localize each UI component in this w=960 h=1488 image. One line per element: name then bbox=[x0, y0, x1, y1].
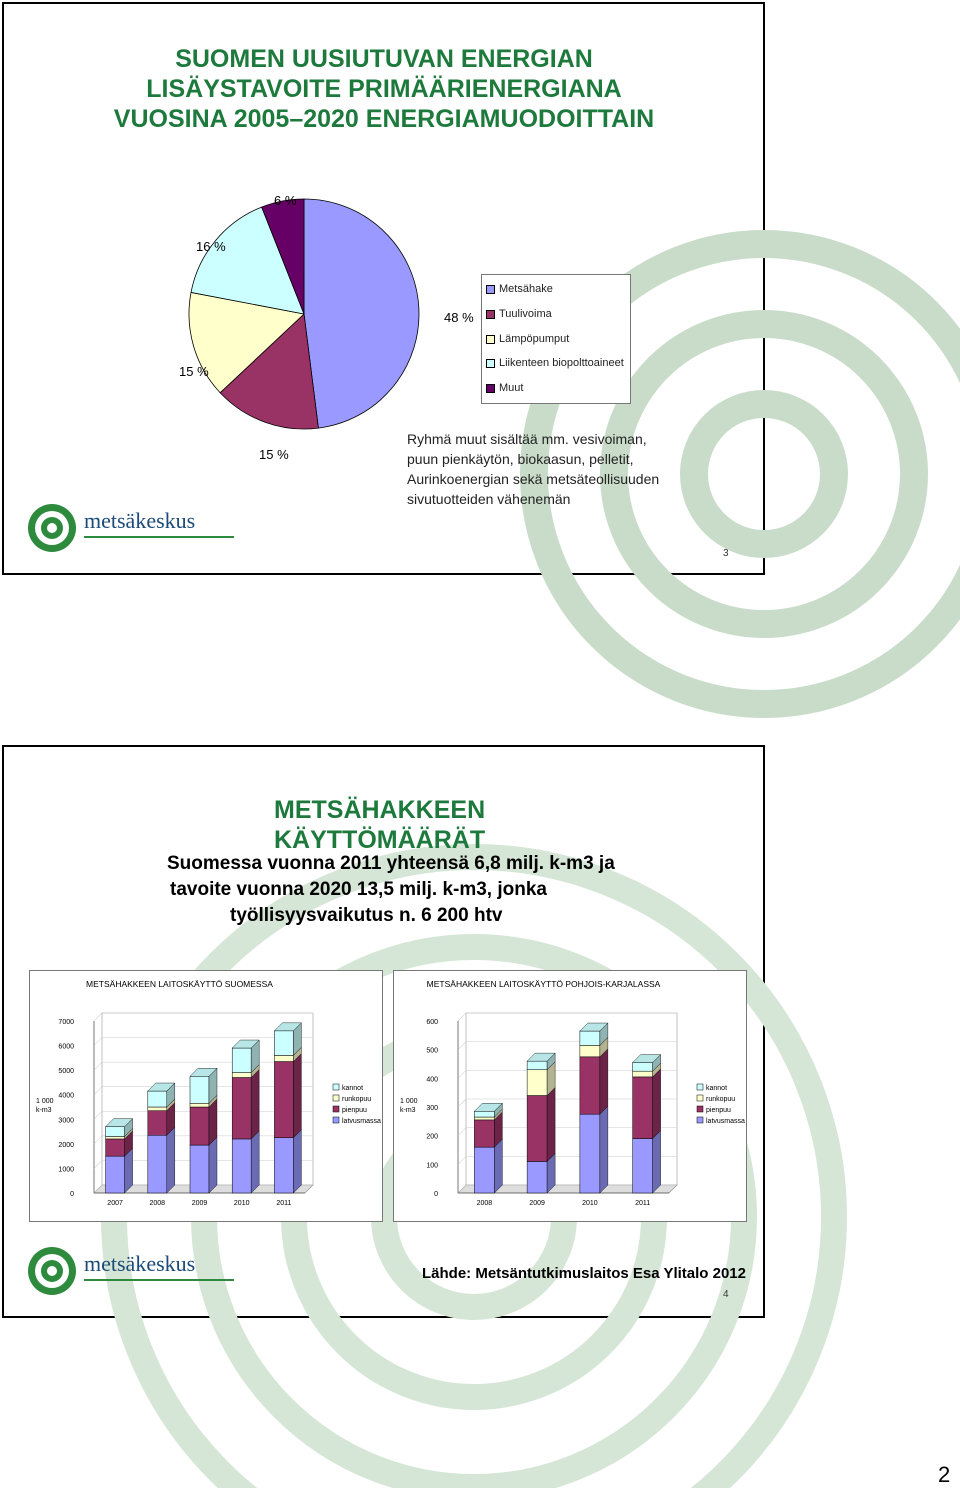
legend-label: Metsähake bbox=[499, 283, 553, 295]
bar-segment bbox=[274, 1055, 293, 1061]
subtitle-line: tavoite vuonna 2020 13,5 milj. k-m3, jonka bbox=[170, 879, 547, 900]
bar-segment bbox=[232, 1139, 251, 1193]
legend-item bbox=[486, 357, 624, 369]
bar-segment bbox=[580, 1031, 600, 1045]
chart-title: METSÄHAKKEEN LAITOSKÄYTTÖ POHJOIS-KARJALASSA bbox=[426, 979, 661, 989]
legend-swatch bbox=[697, 1084, 703, 1090]
y-axis-label: 1 000 k-m3 bbox=[400, 1098, 418, 1114]
bar-segment bbox=[106, 1139, 125, 1156]
legend-label: Muut bbox=[499, 382, 524, 394]
y-tick-label: 6000 bbox=[58, 1043, 74, 1051]
y-tick-label: 300 bbox=[426, 1105, 438, 1112]
bar-segment bbox=[474, 1147, 494, 1193]
legend-label: Lämpöpumput bbox=[499, 333, 570, 345]
y-tick-label: 5000 bbox=[58, 1068, 74, 1076]
note-line: Ryhmä muut sisältää mm. vesivoiman, bbox=[407, 431, 647, 447]
title-line: KÄYTTÖMÄÄRÄT bbox=[274, 826, 486, 854]
metsakeskus-logo bbox=[26, 1245, 246, 1297]
gridline bbox=[458, 1070, 466, 1078]
subtitle-line: Suomessa vuonna 2011 yhteensä 6,8 milj. k-m3 ja bbox=[167, 853, 615, 874]
page-number: 3 bbox=[723, 548, 729, 559]
gridline bbox=[458, 1128, 466, 1136]
note-line: sivutuotteiden vähenemän bbox=[407, 491, 571, 507]
x-tick-label: 2010 bbox=[233, 1200, 250, 1207]
bar-segment bbox=[633, 1063, 653, 1072]
slide-title bbox=[74, 44, 694, 134]
bar-segment bbox=[232, 1073, 251, 1078]
y-tick-label: 400 bbox=[426, 1076, 438, 1084]
bar-segment bbox=[580, 1057, 600, 1114]
gridline bbox=[94, 1013, 102, 1021]
x-tick-label: 2011 bbox=[635, 1200, 651, 1207]
bar-segment-side bbox=[293, 1054, 301, 1138]
logo-mark-icon bbox=[26, 502, 78, 554]
bar-segment bbox=[106, 1127, 125, 1137]
legend-swatch bbox=[333, 1106, 339, 1112]
legend-swatch bbox=[333, 1084, 339, 1090]
document-page-number: 2 bbox=[938, 1462, 951, 1487]
bar-segment bbox=[274, 1031, 293, 1056]
legend-item bbox=[486, 333, 569, 345]
bar-chart-pohjois-karjala bbox=[394, 971, 746, 1221]
legend-label: runkopuu bbox=[706, 1096, 736, 1103]
pie-value-label: 16 % bbox=[196, 239, 226, 254]
legend-swatch bbox=[697, 1117, 703, 1123]
bar-segment-side bbox=[600, 1049, 608, 1114]
slide-title bbox=[274, 795, 485, 855]
page-number: 4 bbox=[723, 1289, 729, 1300]
bar-segment-side bbox=[653, 1131, 661, 1193]
x-tick-label: 2011 bbox=[276, 1200, 292, 1207]
slide-3 bbox=[2, 2, 765, 575]
legend-item bbox=[486, 308, 552, 320]
legend-label: pienpuu bbox=[706, 1107, 731, 1114]
bar-segment bbox=[106, 1156, 125, 1193]
bar-segment bbox=[148, 1107, 167, 1111]
gridline bbox=[94, 1136, 102, 1144]
bar-chart-suomi bbox=[30, 971, 382, 1221]
pie-value-label: 15 % bbox=[179, 364, 209, 379]
bar-segment-side bbox=[209, 1137, 217, 1193]
y-tick-label: 3000 bbox=[58, 1117, 74, 1125]
bar-segment-side bbox=[167, 1127, 175, 1193]
x-tick-label: 2010 bbox=[582, 1200, 598, 1207]
chart-title: METSÄHAKKEEN LAITOSKÄYTTÖ SUOMESSA bbox=[86, 979, 273, 989]
bar-segment bbox=[148, 1091, 167, 1107]
title-line: LISÄYSTAVOITE PRIMÄÄRIENERGIANA bbox=[146, 75, 622, 103]
bar-segment bbox=[580, 1114, 600, 1193]
logo-underline bbox=[84, 1279, 234, 1281]
note-line: Aurinkoenergian sekä metsäteollisuuden bbox=[407, 471, 660, 487]
legend-label: kannot bbox=[706, 1085, 728, 1092]
legend-swatch bbox=[697, 1106, 703, 1112]
legend-label: runkopuu bbox=[342, 1096, 372, 1103]
logo-text: metsäkeskus bbox=[84, 1251, 196, 1276]
metsakeskus-logo bbox=[26, 502, 246, 554]
legend-label: latvusmassa bbox=[706, 1118, 745, 1125]
logo-mark-icon bbox=[26, 1245, 78, 1297]
bar-segment-side bbox=[251, 1070, 259, 1139]
bar-segment bbox=[633, 1071, 653, 1077]
x-tick-label: 2008 bbox=[476, 1200, 493, 1207]
x-tick-label: 2009 bbox=[191, 1200, 208, 1207]
legend-swatch bbox=[333, 1095, 339, 1101]
y-tick-label: 500 bbox=[426, 1047, 438, 1055]
gridline bbox=[458, 1042, 466, 1050]
slide-4 bbox=[2, 745, 765, 1318]
legend-label: latvusmassa bbox=[342, 1118, 381, 1125]
y-tick-label: 7000 bbox=[58, 1019, 74, 1026]
bar-segment-side bbox=[547, 1088, 555, 1162]
subtitle-line: työllisyysvaikutus n. 6 200 htv bbox=[230, 905, 503, 926]
bar-segment bbox=[633, 1077, 653, 1139]
group-note bbox=[407, 429, 707, 509]
logo-text: metsäkeskus bbox=[84, 508, 196, 533]
bar-segment bbox=[474, 1120, 494, 1147]
x-tick-label: 2009 bbox=[529, 1200, 545, 1207]
bar-segment bbox=[190, 1107, 209, 1145]
gridline bbox=[458, 1099, 466, 1107]
legend-item bbox=[486, 283, 553, 295]
gridline bbox=[94, 1087, 102, 1095]
pie-value-label: 6 % bbox=[274, 193, 297, 208]
x-tick-label: 2007 bbox=[107, 1200, 123, 1207]
y-tick-label: 4000 bbox=[58, 1092, 74, 1100]
bar-segment bbox=[274, 1062, 293, 1138]
y-tick-label: 600 bbox=[426, 1019, 438, 1026]
legend-item bbox=[486, 382, 523, 394]
logo-underline bbox=[84, 536, 234, 538]
bar-segment-side bbox=[293, 1130, 301, 1193]
chart-legend bbox=[697, 1084, 745, 1125]
bar-segment bbox=[474, 1111, 494, 1117]
chart-suomi bbox=[29, 970, 383, 1222]
pie-value-label: 48 % bbox=[444, 310, 474, 325]
bar-segment bbox=[148, 1135, 167, 1193]
title-line: VUOSINA 2005–2020 ENERGIAMUODOITTAIN bbox=[113, 105, 655, 133]
y-tick-label: 0 bbox=[70, 1191, 74, 1198]
bar-segment-side bbox=[251, 1131, 259, 1193]
gridline bbox=[458, 1156, 466, 1164]
bar-segment bbox=[148, 1111, 167, 1136]
gridline bbox=[458, 1013, 466, 1021]
bar-segment bbox=[106, 1136, 125, 1138]
pie-legend bbox=[481, 274, 631, 404]
pie-slice bbox=[304, 199, 419, 428]
bar-segment bbox=[527, 1061, 547, 1070]
bar-segment-side bbox=[494, 1139, 502, 1193]
source-text: Lähde: Metsäntutkimuslaitos Esa Ylitalo 2012 bbox=[422, 1265, 746, 1282]
gridline bbox=[94, 1160, 102, 1168]
bar-segment bbox=[633, 1139, 653, 1193]
chart-pohjois-karjala bbox=[393, 970, 747, 1222]
legend-swatch bbox=[697, 1095, 703, 1101]
bar-segment bbox=[474, 1117, 494, 1120]
legend-swatch bbox=[333, 1117, 339, 1123]
bar-segment bbox=[232, 1078, 251, 1139]
bar-segment bbox=[232, 1048, 251, 1073]
bar-segment bbox=[527, 1161, 547, 1193]
pie-value-label: 15 % bbox=[259, 447, 289, 462]
bar-segment bbox=[274, 1138, 293, 1193]
gridline bbox=[94, 1062, 102, 1070]
legend-label: kannot bbox=[342, 1085, 364, 1092]
chart-legend bbox=[333, 1084, 381, 1125]
title-line: METSÄHAKKEEN bbox=[274, 796, 486, 824]
bar-segment-side bbox=[600, 1106, 608, 1193]
legend-label: Tuulivoima bbox=[499, 308, 552, 320]
bar-segment bbox=[190, 1076, 209, 1103]
y-tick-label: 200 bbox=[426, 1133, 438, 1141]
note-line: puun pienkäytön, biokaasun, pelletit, bbox=[407, 451, 634, 467]
bar-segment bbox=[190, 1103, 209, 1107]
title-line: SUOMEN UUSIUTUVAN ENERGIAN bbox=[175, 45, 593, 73]
y-tick-label: 2000 bbox=[58, 1141, 74, 1149]
y-tick-label: 1000 bbox=[58, 1166, 74, 1174]
gridline bbox=[94, 1111, 102, 1119]
bar-segment bbox=[190, 1145, 209, 1193]
legend-label: pienpuu bbox=[342, 1107, 367, 1114]
legend-label: Liikenteen biopolttoaineet bbox=[499, 357, 624, 369]
y-tick-label: 100 bbox=[426, 1162, 438, 1170]
bar-segment bbox=[527, 1096, 547, 1162]
x-tick-label: 2008 bbox=[149, 1200, 166, 1207]
bar-segment-side bbox=[653, 1069, 661, 1139]
y-axis-label: 1 000 k-m3 bbox=[36, 1098, 54, 1114]
gridline bbox=[94, 1038, 102, 1046]
y-tick-label: 0 bbox=[434, 1191, 438, 1198]
bar-segment bbox=[580, 1045, 600, 1056]
bar-segment bbox=[527, 1070, 547, 1096]
